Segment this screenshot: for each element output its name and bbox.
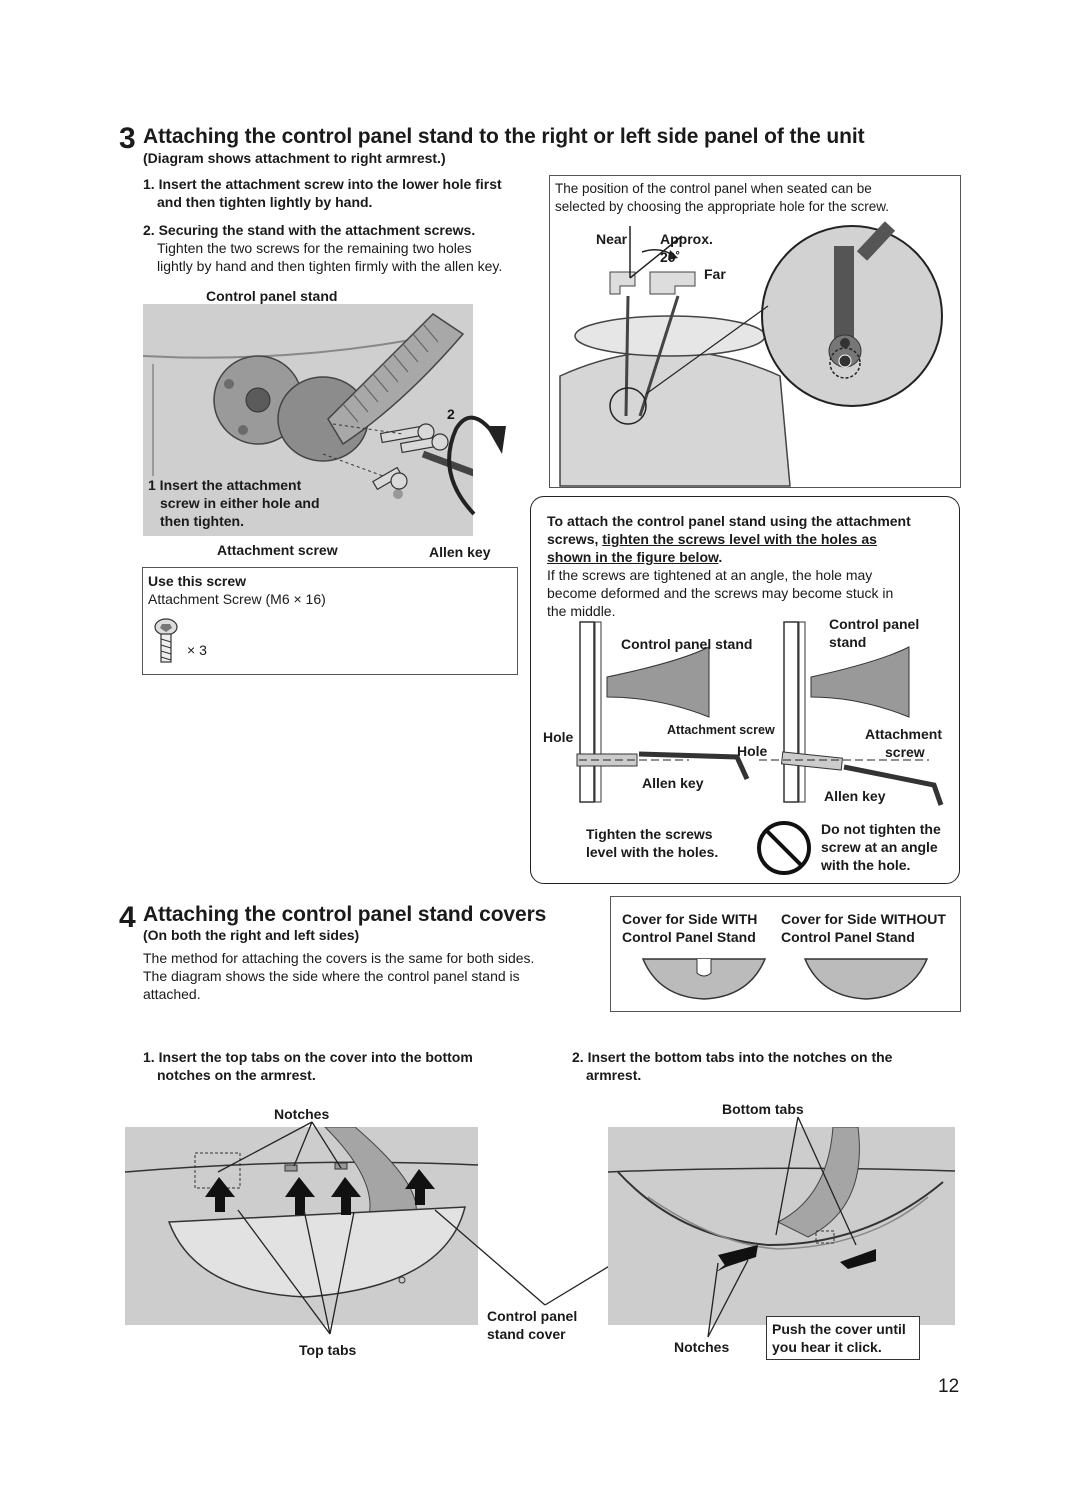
tighten-note-text: To attach the control panel stand using the attachment screws, tighten the screws level with the holes as shown in the figure below. If the screws are tightened at an angle, the hole may become deformed and the screws may become stuck in the middle. bbox=[547, 513, 911, 619]
step-2-instruction: 2. Securing the stand with the attachment screws. Tighten the two screws for the remaining two holes lightly by hand and then tighten firmly with the allen key. bbox=[143, 222, 503, 274]
label-control-panel-stand: Control panel stand bbox=[206, 288, 338, 304]
label-far: Far bbox=[704, 266, 726, 282]
push-cover-text: Push the cover until you hear it click. bbox=[772, 1321, 906, 1355]
label-notches: Notches bbox=[274, 1106, 330, 1122]
position-box bbox=[549, 175, 961, 488]
position-desc: The position of the control panel when seated can be selected by choosing the appropriate hole for the screw. bbox=[555, 181, 889, 214]
fig-label-screw: screw bbox=[885, 744, 925, 760]
label-notches-2: Notches bbox=[674, 1339, 730, 1355]
cover-step-2: 2. Insert the bottom tabs into the notches on the armrest. bbox=[572, 1049, 893, 1083]
page-number: 12 bbox=[938, 1376, 960, 1397]
fig-label-stand: stand bbox=[829, 634, 867, 650]
fig-label-allen-key-2: Allen key bbox=[824, 788, 886, 804]
section-4-title: Attaching the control panel stand covers bbox=[143, 903, 547, 926]
label-near: Near bbox=[596, 231, 628, 247]
use-this-screw-box bbox=[142, 567, 518, 675]
cover-step-1: 1. Insert the top tabs on the cover into the bottom notches on the armrest. bbox=[143, 1049, 473, 1083]
tighten-note-callout bbox=[530, 496, 960, 884]
cover-with-label: Cover for Side WITH Control Panel Stand bbox=[622, 911, 758, 945]
push-cover-callout bbox=[766, 1316, 920, 1360]
angle-illustration bbox=[550, 216, 962, 488]
section-4-subtitle: (On both the right and left sides) bbox=[143, 927, 360, 943]
section-3-subtitle: (Diagram shows attachment to right armrest.) bbox=[143, 150, 446, 166]
notches-pointer-lines bbox=[200, 1120, 360, 1180]
cover-without-label: Cover for Side WITHOUT Control Panel Stand bbox=[781, 911, 946, 945]
use-screw-title: Use this screw bbox=[148, 573, 247, 589]
label-attachment-screw: Attachment screw bbox=[217, 542, 338, 558]
top-tabs-pointer-lines bbox=[230, 1200, 360, 1340]
bottom-tabs-pointer-lines bbox=[700, 1115, 870, 1345]
step-1-instruction: 1. Insert the attachment screw into the lower hole first and then tighten lightly by hand. bbox=[143, 176, 502, 210]
do-not-tighten-label: Do not tighten the screw at an angle with the hole. bbox=[821, 821, 941, 873]
fig-label-attachment-screw: Attachment screw bbox=[667, 723, 775, 737]
cover-types-box bbox=[610, 896, 961, 1012]
label-20-degrees: 20˚ bbox=[660, 249, 681, 265]
fig-label-attachment: Attachment bbox=[865, 726, 943, 742]
step-number-4: 4 bbox=[119, 901, 136, 934]
label-top-tabs: Top tabs bbox=[299, 1342, 357, 1358]
cover-with-stand-icon bbox=[639, 955, 769, 1005]
fig-label-hole: Hole bbox=[543, 729, 574, 745]
label-approx: Approx. bbox=[660, 231, 713, 247]
prohibited-icon bbox=[755, 819, 813, 877]
label-bottom-tabs: Bottom tabs bbox=[722, 1101, 804, 1117]
label-step-2: 2 bbox=[447, 406, 455, 422]
tighten-level-label: Tighten the screws level with the holes. bbox=[586, 826, 719, 860]
screw-icon bbox=[153, 618, 179, 666]
fig-label-control-panel-stand: Control panel stand bbox=[621, 636, 753, 652]
label-cover: Control panel stand cover bbox=[487, 1308, 578, 1342]
fig-label-hole-2: Hole bbox=[737, 743, 768, 759]
fig-label-control-panel: Control panel bbox=[829, 616, 920, 632]
use-screw-qty: × 3 bbox=[187, 642, 207, 658]
label-allen-key: Allen key bbox=[429, 544, 491, 560]
step-number-3: 3 bbox=[119, 122, 136, 155]
section-4-desc: The method for attaching the covers is the same for both sides. The diagram shows the side where the control panel stand is attached. bbox=[143, 950, 535, 1002]
use-screw-desc: Attachment Screw (M6 × 16) bbox=[148, 591, 326, 607]
section-3-title: Attaching the control panel stand to the right or left side panel of the unit bbox=[143, 125, 865, 148]
insert-instruction: 1 Insert the attachment screw in either hole and then tighten. bbox=[148, 477, 320, 529]
cover-without-stand-icon bbox=[801, 955, 931, 1005]
fig-label-allen-key: Allen key bbox=[642, 775, 704, 791]
